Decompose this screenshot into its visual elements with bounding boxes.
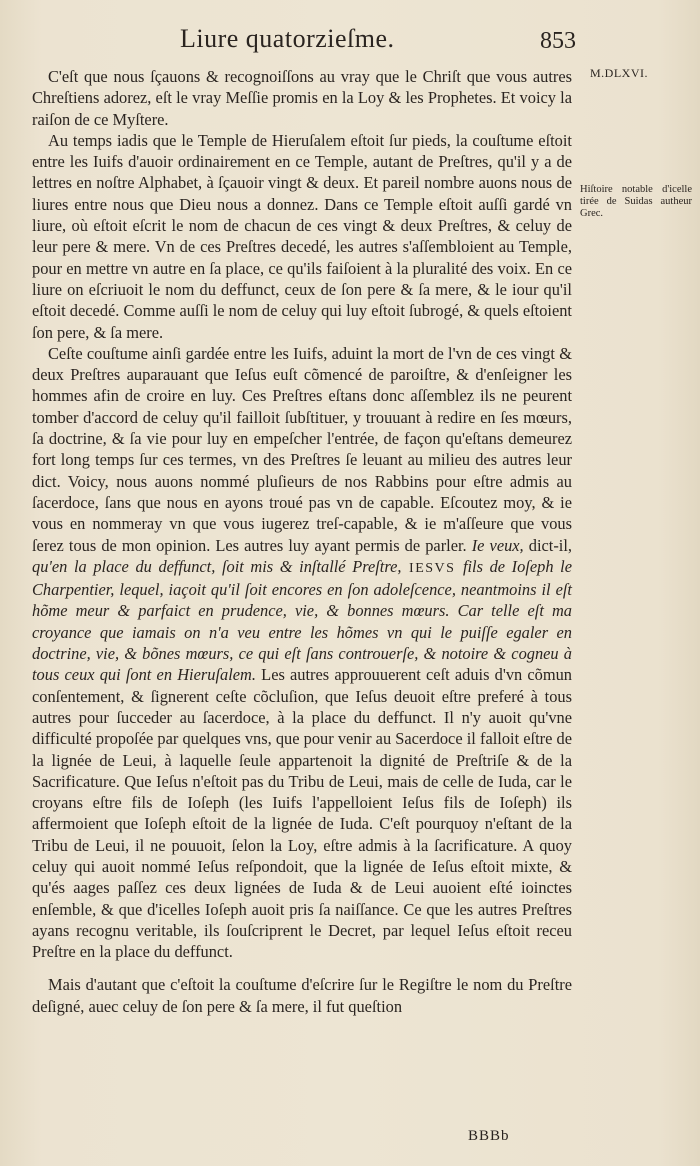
text-segment: C'eſt que nous ſçauons & recognoiſſons au vray que le Chriſt que vous autres Chreſtiens adorez, eſt le vray Meſſie promis en la Loy & les Prophetes. Et voicy la raiſon de ce Myſtere.: [32, 67, 572, 129]
italic-segment: Ie veux,: [471, 535, 524, 555]
marginal-note: Hiſtoire notable d'icelle tirée de Suidas autheur Grec.: [580, 184, 692, 219]
text-segment: Au temps iadis que le Temple de Hieruſalem eſtoit ſur pieds, la couſtume eſtoit entre les Iuifs d'auoir ordinairement en ce Temple, autant de Preſtres, qu'il y a de lettres en noſtre Alphabet, à ſçauoir vingt & deux. Et pareil nombre auons nous de liures entre nous que Dieu nous a donnez. Dans ce Temple eſtoit auſſi gardé vn liure, où eſtoit eſcrit le nom de chacun de ces vingt & deux Preſtres, & celuy de leur pere & mere. Vn de ces Preſtres decedé, les autres s'aſſembloient au Temple, pour en mettre vn autre en ſa place, ce qu'ils faiſoient à la pluralité des voix. En ce liure on eſcriuoit le nom du deffunct, ceux de ſon pere & ſa mere, & le iour qu'il eſtoit decedé. Comme auſſi le nom de celuy qui luy eſtoit ſubrogé, & quels eſtoient ſon pere, & ſa mere.: [32, 130, 572, 342]
text-segment: Ceſte couſtume ainſi gardée entre les Iuifs, aduint la mort de l'vn de ces vingt & deux Preſtres auparauant que Ieſus euſt cõmencé de paroiſtre, & d'enſeigner les hommes afin de croire en luy. Ces Preſtres eſtans donc aſſemblez ils ne peurent tomber d'accord de celuy qu'il failloit ſubſtituer, y trouuant à redire en ſes mœurs, ſa doctrine, & ſa vie pour luy en empeſcher l'entrée, de façon qu'eſtans demeurez fort long temps ſur ces termes, vn des Preſtres ſe leuant au milieu des autres leur dict. Voicy, nous auons nommé pluſieurs de nos Rabbins pour eſtre admis au ſacerdoce, ſans que nous en ayons troué pas vn de capable. Eſcoutez moy, & ie vous en nommeray vn que vous iugerez treſ-capable, & ie m'aſſeure que vous ſerez tous de mon opinion. Les autres luy ayant permis de parler.: [32, 343, 572, 555]
page-header: [0, 24, 700, 64]
page-number: 853: [540, 28, 576, 54]
italic-segment: fils de Ioſeph le Charpentier, lequel, iaçoit qu'il ſoit encores en ſon adoleſcence, neantmoins il eſt hõme meur & parfaict en prudence, vie, & bonnes mœurs. Car telle eſt ma croyance que iamais on n'a veu entre les hõmes vn qui le puiſſe egaler en doctrine, vie, & bõnes mœurs, ce qui eſt ſans controuerſe, & notoire & cogneu à tous ceux qui ſont en Hieruſalem.: [32, 556, 572, 685]
running-title: Liure quatorzieſme.: [180, 24, 395, 53]
text-segment: dict-il,: [523, 535, 572, 555]
text-segment: Les autres approuuerent ceſt aduis d'vn cõmun conſentement, & ſignerent ceſte cõcluſion, que Ieſus deuoit eſtre preferé à tous autres pour ſucceder au ſacerdoce, à la place du deffunct. Il n'y auoit qu'vne difficulté propoſée par quelques vns, que pour venir au Sacerdoce il falloit eſtre de la lignée de Leui, à laquelle ſeule appartenoit la dignité de Preſtriſe & de la Sacrificature. Que Ieſus n'eſtoit pas du Tribu de Leui, mais de celle de Iuda, car le croyans eſtre fils de Ioſeph (les Iuifs l'appelloient Ieſus fils de Ioſeph) ils affermoient que Ioſeph eſtoit de la lignée de Iuda. C'eſt pourquoy n'eſtant de la Tribu de Leui, il ne pouuoit, ſelon la Loy, eſtre admis à la ſacrificature. A quoy celuy qui auoit nommé Ieſus reſpondoit, que la lignée de Ieſus eſtoit mixte, & qu'és aages paſſez ces deux lignées de Iuda & de Leui auoient eſté ioinctes enſemble, & que d'icelles Ioſeph auoit pris ſa naiſſance. Ce que les autres Preſtres ayans recognu veritable, ils ſouſcriprent le Decret, par lequel Ieſus eſtoit receu Preſtre en la place du deffunct.: [32, 665, 573, 962]
paragraph: [32, 343, 572, 963]
paragraph: [32, 974, 572, 1017]
text-segment: Mais d'autant que c'eſtoit la couſtume d'eſcrire ſur le Regiſtre le nom du Preſtre deſigné, auec celuy de ſon pere & ſa mere, il fut queſtion: [32, 975, 572, 1016]
smallcaps-segment: IESVS: [401, 560, 463, 576]
margin-year: M.DLXVI.: [590, 66, 648, 80]
signature-mark: BBBb: [468, 1128, 510, 1144]
paragraph: [32, 130, 572, 343]
body-text: [32, 66, 572, 1017]
italic-segment: qu'en la place du deffunct, ſoit mis & inſtallé Preſtre,: [32, 556, 402, 576]
paragraph: [32, 66, 572, 130]
